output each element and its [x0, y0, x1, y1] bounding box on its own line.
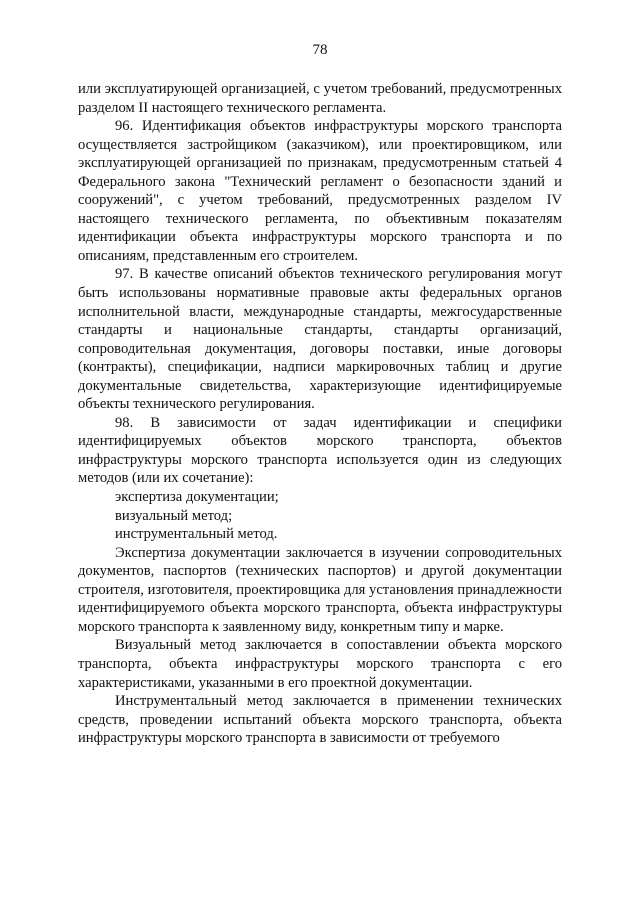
visual-method-paragraph: Визуальный метод заключается в сопоставлении объекта морского транспорта, объекта инфраструктуры морского транспорта с его характеристиками, указанными в его проектной документации. — [78, 637, 562, 691]
list-item: экспертиза документации; — [115, 489, 279, 506]
methods-list — [78, 488, 562, 544]
documentation-review-paragraph: Экспертиза документации заключается в изучении сопроводительных документов, паспортов (технических паспортов) и другой документации строителя, изготовителя, проектировщика для установления принадлежности идентифицируемого объекта морского транспорта, объекта инфраструктуры морского транспорта к заявленному виду, конкретным типу и марке. — [78, 544, 562, 635]
page-number: 78 — [312, 42, 328, 58]
continuation-paragraph: или эксплуатирующей организацией, с учетом требований, предусмотренных разделом II настоящего технического регламента. — [78, 81, 562, 116]
paragraph-97: 97. В качестве описаний объектов технического регулирования могут быть использованы нормативные правовые акты федеральных органов исполнительной власти, международные стандарты, межгосударственные стандарты и национальные стандарты, стандарты организаций, сопроводительная документация, договоры поставки, иные договоры (контракты), спецификации, надписи маркировочных таблиц и другие документальные свидетельства, характеризующие идентифицируемые объекты технического регулирования. — [78, 266, 562, 413]
paragraph-98: 98. В зависимости от задач идентификации и специфики идентифицируемых объектов морского транспорта, объектов инфраструктуры морского транспорта используется один из следующих методов (или их сочетание): — [78, 414, 562, 487]
list-item: инструментальный метод. — [115, 526, 278, 543]
list-item: визуальный метод; — [115, 507, 233, 524]
document-body — [78, 80, 562, 748]
paragraph-96: 96. Идентификация объектов инфраструктуры морского транспорта осуществляется застройщиком (заказчиком), или проектировщиком, или эксплуатирующей организацией по признакам, предусмотренным статьей 4 Федерального закона "Технический регламент о безопасности зданий и сооружений", с учетом требований, предусмотренных разделом IV настоящего технического регламента, по объективным показателям идентификации объекта инфраструктуры морского транспорта и по описаниям, представленным его строителем. — [78, 118, 562, 264]
instrumental-method-paragraph: Инструментальный метод заключается в применении технических средств, проведении испытаний объекта морского транспорта, объекта инфраструктуры морского транспорта в зависимости от требуемого — [78, 693, 562, 747]
